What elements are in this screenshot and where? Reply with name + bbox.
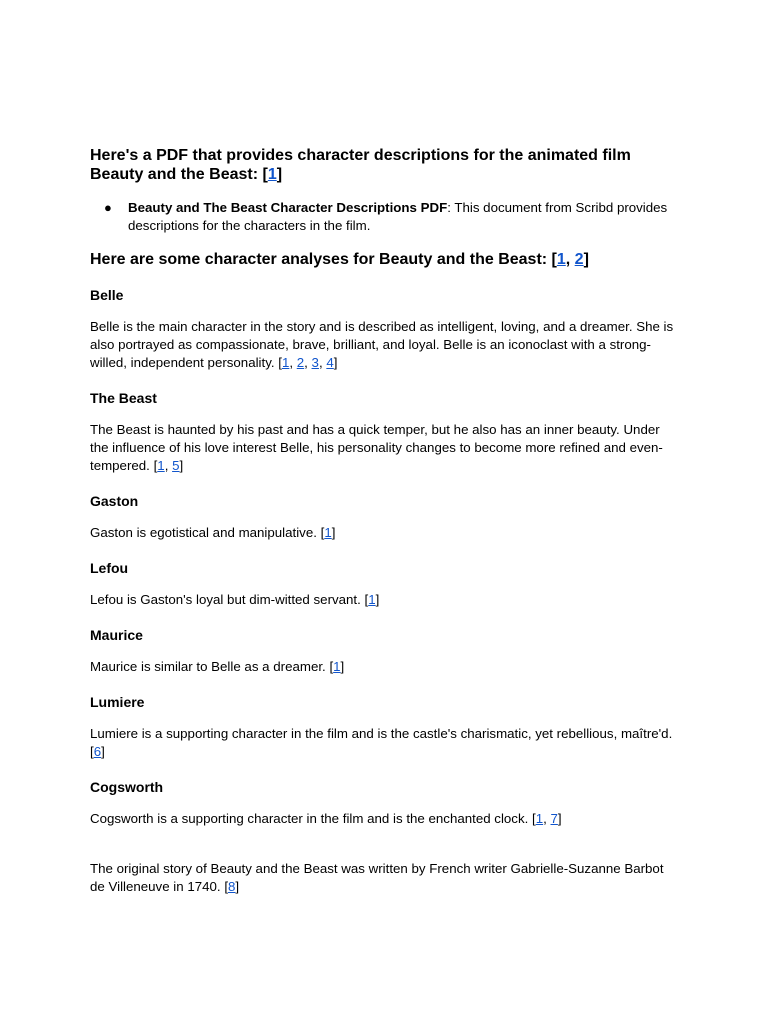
- citation-group: [1, 2]: [551, 251, 589, 268]
- citation-group: [1]: [364, 592, 380, 607]
- citation-group: [1, 2, 3, 4]: [278, 355, 338, 370]
- character-text: Gaston is egotistical and manipulative.: [90, 525, 321, 540]
- citation-link[interactable]: 1: [368, 592, 376, 607]
- citation-link[interactable]: 8: [228, 879, 236, 894]
- citation-link[interactable]: 1: [535, 811, 544, 826]
- character-heading: Lumiere: [90, 694, 145, 710]
- character-description: [90, 591, 680, 609]
- citation-link[interactable]: 1: [324, 525, 332, 540]
- analyses-heading-text: Here are some character analyses for Beauty and the Beast:: [90, 251, 552, 268]
- character-description: [90, 810, 680, 828]
- citation-group: [1, 7]: [532, 811, 562, 826]
- citation-link[interactable]: 3: [311, 355, 319, 370]
- character-text: Belle is the main character in the story and is described as intelligent, loving, and a dreamer. She is also portrayed as compassionate, brave, brilliant, and loyal. Belle is an iconoclast with a strong-willed, independent personality.: [90, 319, 674, 370]
- citation-link[interactable]: 5: [172, 458, 180, 473]
- citation-link[interactable]: 1: [267, 166, 277, 183]
- citation-group: [1, 5]: [153, 458, 184, 473]
- character-description: [90, 524, 680, 542]
- citation-group: [1]: [329, 659, 345, 674]
- citation-link[interactable]: 1: [281, 355, 290, 370]
- bullet-icon: ●: [104, 200, 112, 215]
- character-heading: Maurice: [90, 627, 143, 643]
- character-heading: Gaston: [90, 493, 139, 509]
- citation-link[interactable]: 4: [326, 355, 334, 370]
- character-list: [90, 269, 680, 828]
- citation-group: [8]: [224, 879, 240, 894]
- list-item: [90, 199, 680, 235]
- pdf-heading-text: Here's a PDF that provides character descriptions for the animated film Beauty and the Beast:: [90, 147, 631, 183]
- character-text: Lefou is Gaston's loyal but dim-witted servant.: [90, 592, 365, 607]
- pdf-list: [90, 199, 680, 235]
- citation-group: [1]: [262, 166, 283, 183]
- pdf-description: : This document from Scribd provides descriptions for the characters in the film.: [128, 200, 668, 233]
- document-content: [90, 146, 680, 896]
- analyses-heading: [90, 250, 680, 269]
- character-heading: Cogsworth: [90, 779, 164, 795]
- character-description: [90, 725, 680, 761]
- citation-link[interactable]: 6: [93, 744, 102, 759]
- character-text: The Beast is haunted by his past and has a quick temper, but he also has an inner beauty. Under the influence of his love interest Belle, his personality changes to become more refined and even-tempered.: [90, 422, 663, 473]
- citation-link[interactable]: 1: [157, 458, 165, 473]
- origin-paragraph: [90, 860, 680, 896]
- character-text: Maurice is similar to Belle as a dreamer.: [90, 659, 330, 674]
- pdf-title: Beauty and The Beast Character Descriptions PDF: [128, 200, 448, 215]
- citation-link[interactable]: 1: [333, 659, 341, 674]
- character-text: Lumiere is a supporting character in the film and is the castle's charismatic, yet rebellious, maître'd.: [90, 726, 673, 741]
- character-text: Cogsworth is a supporting character in the film and is the enchanted clock.: [90, 811, 532, 826]
- citation-link[interactable]: 1: [556, 251, 566, 268]
- character-description: [90, 421, 680, 475]
- citation-link[interactable]: 2: [296, 355, 305, 370]
- citation-link[interactable]: 2: [574, 251, 584, 268]
- character-description: [90, 658, 680, 676]
- citation-link[interactable]: 7: [550, 811, 558, 826]
- character-heading: The Beast: [90, 390, 157, 406]
- citation-group: [1]: [320, 525, 336, 540]
- citation-group: [6]: [90, 744, 105, 759]
- character-description: [90, 318, 680, 372]
- origin-text: The original story of Beauty and the Beast was written by French writer Gabrielle-Suzanne Barbot de Villeneuve in 1740.: [90, 861, 664, 894]
- pdf-heading: [90, 146, 680, 184]
- character-heading: Lefou: [90, 560, 129, 576]
- character-heading: Belle: [90, 287, 124, 303]
